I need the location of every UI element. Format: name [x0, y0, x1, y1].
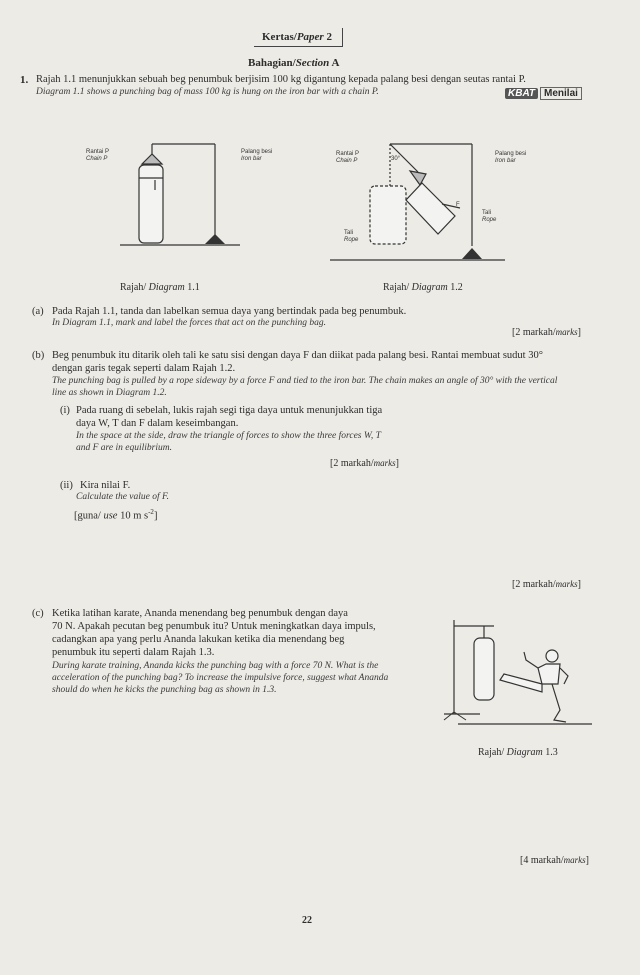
d1-chain-label: Rantai P Chain P	[86, 149, 110, 162]
part-b-text-ms-2: dengan garis tegak seperti dalam Rajah 1.2.	[52, 363, 236, 374]
diagram-1-3	[442, 612, 602, 747]
part-c-ms-2: 70 N. Apakah pecutan beg penumbuk itu? Untuk meningkatkan daya impuls,	[52, 621, 376, 632]
d2-rope2-label: Tali Rope	[344, 230, 359, 243]
part-c-label: (c)	[32, 608, 44, 619]
part-b-text-en-1: The punching bag is pulled by a rope sideway by a force F and tied to the iron bar. The chain makes an angle of 30° with the vertical	[52, 376, 558, 386]
part-b-i-ms-1: Pada ruang di sebelah, lukis rajah segi tiga daya untuk menunjukkan tiga	[76, 405, 383, 416]
d1-bar-label: Palang besi Iron bar	[241, 149, 273, 162]
part-b-label: (b)	[32, 350, 45, 361]
part-c-marks: [4 markah/marks]	[520, 855, 589, 866]
diagram-1-1-caption: Rajah/ Diagram 1.1	[120, 282, 200, 293]
part-b-ii-marks: [2 markah/marks]	[512, 579, 581, 590]
part-c-en-3: should do when he kicks the punching bag as shown in 1.3.	[52, 685, 277, 695]
part-b-i-marks: [2 markah/marks]	[330, 458, 399, 469]
question-intro-ms: Rajah 1.1 menunjukkan sebuah beg penumbuk berjisim 100 kg digantung kepada palang besi dengan seutas rantai P.	[36, 74, 526, 85]
diagram-1-3-caption: Rajah/ Diagram 1.3	[478, 747, 558, 758]
d2-angle-label: 30°	[391, 156, 401, 162]
section-label: Bahagian/Section A	[248, 57, 340, 69]
part-a-label: (a)	[32, 306, 44, 317]
part-c-en-2: acceleration of the punching bag? To increase the impulsive force, suggest what Ananda	[52, 673, 389, 683]
part-a-text-en: In Diagram 1.1, mark and label the forces that act on the punching bag.	[52, 318, 327, 328]
part-b-ii-use: [guna/ use 10 m $s^{-2}$]	[74, 508, 158, 522]
question-number: 1.	[20, 74, 29, 86]
part-c-ms-3: cadangkan apa yang perlu Ananda lakukan ketika dia menendang beg	[52, 634, 345, 645]
question-intro-en: Diagram 1.1 shows a punching bag of mass 100 kg is hung on the iron bar with a chain P.	[36, 87, 379, 97]
page-number: 22	[302, 915, 312, 926]
part-b-i-en-2: and F are in equilibrium.	[76, 443, 172, 453]
part-a-marks: [2 markah/marks]	[512, 327, 581, 338]
part-b-i-en-1: In the space at the side, draw the triangle of forces to show the three forces W, T	[76, 431, 381, 441]
kbat-tag: KBAT	[505, 88, 538, 99]
part-b-ii-ms: Kira nilai F.	[80, 480, 131, 491]
part-a-text-ms: Pada Rajah 1.1, tanda dan labelkan semua daya yang bertindak pada beg penumbuk.	[52, 306, 407, 317]
part-b-i-label: (i)	[60, 405, 70, 416]
paper-label: Kertas/Paper 2	[262, 31, 332, 43]
part-b-text-en-2: line as shown in Diagram 1.2.	[52, 388, 167, 398]
part-c-ms-1: Ketika latihan karate, Ananda menendang beg penumbuk dengan daya	[52, 608, 348, 619]
part-b-ii-en: Calculate the value of F.	[76, 492, 169, 502]
kbat-badge	[505, 87, 582, 100]
part-b-i-ms-2: daya W, T dan F dalam keseimbangan.	[76, 418, 239, 429]
d2-rope-label: Tali Rope	[482, 210, 497, 223]
diagram-1-1	[80, 138, 310, 253]
kbat-level: Menilai	[540, 87, 582, 100]
part-b-ii-label: (ii)	[60, 480, 73, 491]
part-c-ms-4: penumbuk itu seperti dalam Rajah 1.3.	[52, 647, 215, 658]
d2-chain-label: Rantai P Chain P	[336, 151, 360, 164]
d2-bar-label: Palang besi Iron bar	[495, 151, 527, 164]
d2-force-label: F	[456, 202, 460, 208]
part-c-en-1: During karate training, Ananda kicks the punching bag with a force 70 N. What is the	[52, 661, 379, 671]
diagram-1-2-caption: Rajah/ Diagram 1.2	[383, 282, 463, 293]
part-b-text-ms-1: Beg penumbuk itu ditarik oleh tali ke satu sisi dengan daya F dan diikat pada palang besi. Rantai membuat sudut 30°	[52, 350, 543, 361]
